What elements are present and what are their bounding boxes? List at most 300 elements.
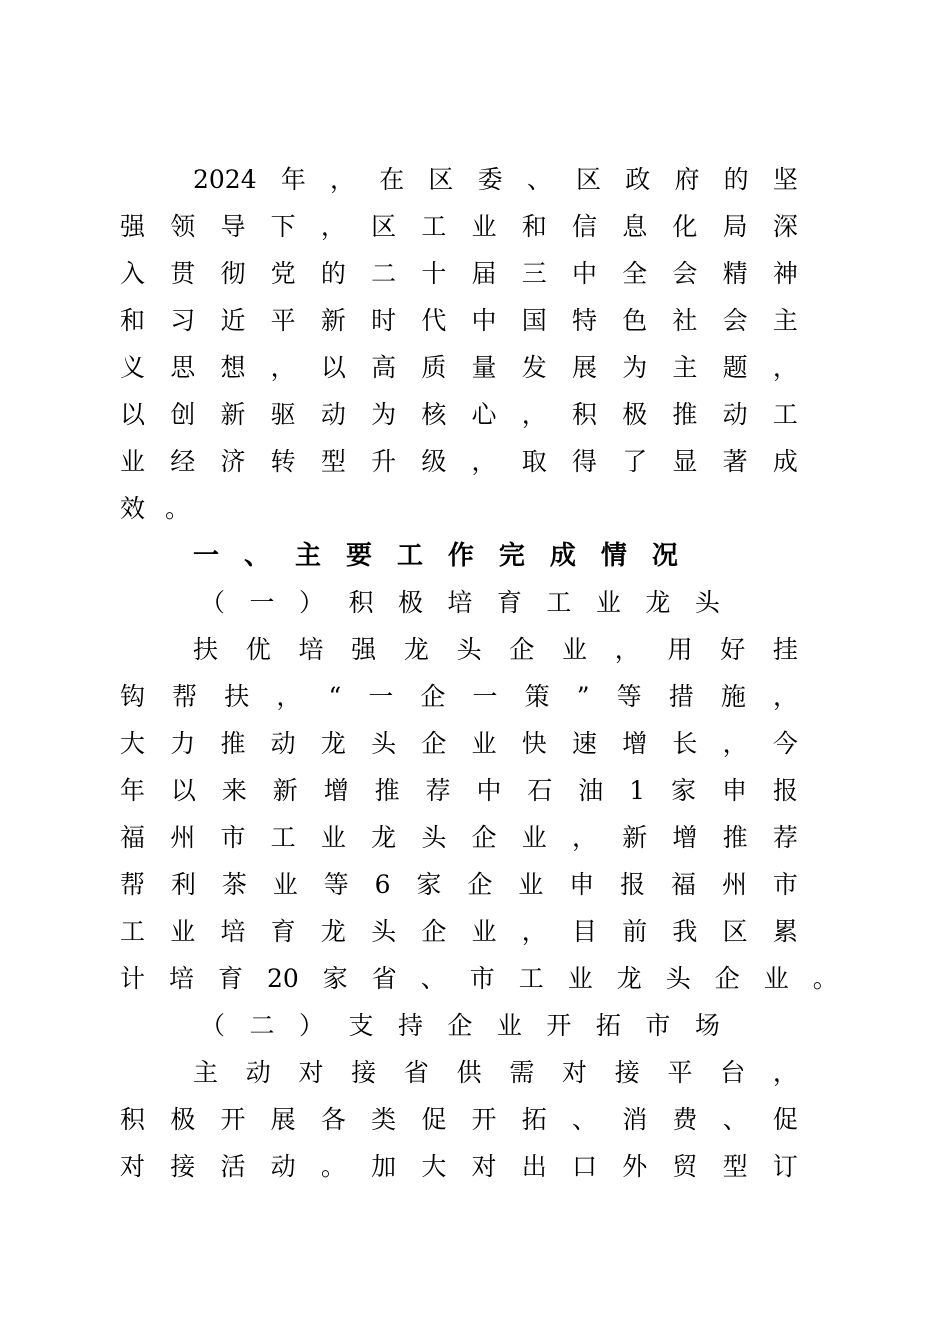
text-token: 育 <box>496 588 522 617</box>
text-token: 社 <box>672 306 698 335</box>
text-token: 升 <box>371 447 397 476</box>
text-token: 动 <box>320 400 346 429</box>
text-token: 荐 <box>425 776 451 805</box>
text-token: 订 <box>772 1152 798 1181</box>
text-token: 家 <box>416 870 442 899</box>
text-token: 完 <box>498 541 525 571</box>
body-line <box>193 1053 798 1093</box>
text-token: 开 <box>546 1011 572 1040</box>
text-token: 义 <box>120 353 146 382</box>
text-token: 企 <box>421 729 447 758</box>
text-token: ， <box>521 400 547 429</box>
body-line <box>120 254 798 294</box>
text-token: 油 <box>578 776 604 805</box>
text-token: 支 <box>348 1011 374 1040</box>
text-token: ， <box>722 729 748 758</box>
text-token: 培 <box>220 917 246 946</box>
text-token: 一 <box>472 682 498 711</box>
text-token: 持 <box>397 1011 423 1040</box>
text-token: 工 <box>120 917 146 946</box>
text-token: 量 <box>471 353 497 382</box>
text-token: 扶 <box>224 682 250 711</box>
text-token: 推 <box>374 776 400 805</box>
text-token: 深 <box>772 212 798 241</box>
text-token: 府 <box>674 165 700 194</box>
text-token: 、 <box>420 964 446 993</box>
text-token: 平 <box>667 1058 693 1087</box>
text-token: ， <box>471 447 497 476</box>
text-token: 措 <box>668 682 694 711</box>
text-token: 质 <box>421 353 447 382</box>
text-token: 来 <box>221 776 247 805</box>
text-token: 近 <box>220 306 246 335</box>
text-token: 消 <box>622 1105 648 1134</box>
text-token: 今 <box>772 729 798 758</box>
text-token: 著 <box>722 447 748 476</box>
text-token: 龙 <box>645 588 671 617</box>
text-token: ， <box>521 917 547 946</box>
text-token: 神 <box>772 259 798 288</box>
text-token: 策 <box>524 682 550 711</box>
text-token: 福 <box>120 823 146 852</box>
text-token: 区 <box>371 212 397 241</box>
text-token: 龙 <box>616 964 642 993</box>
subsection-heading <box>200 583 720 623</box>
text-token: 头 <box>421 823 447 852</box>
body-line <box>120 489 190 529</box>
text-token: 场 <box>694 1011 720 1040</box>
text-token: 类 <box>371 1105 397 1134</box>
text-token: 对 <box>562 1058 588 1087</box>
text-token: 省 <box>403 1058 429 1087</box>
text-token: 济 <box>220 447 246 476</box>
text-token: 动 <box>722 400 748 429</box>
text-token: 市 <box>220 823 246 852</box>
text-token: 对 <box>120 1152 146 1181</box>
text-token: 十 <box>421 259 447 288</box>
text-token: 企 <box>509 635 535 664</box>
text-token: 促 <box>772 1105 798 1134</box>
text-token: 速 <box>571 729 597 758</box>
text-token: 头 <box>665 964 691 993</box>
text-token: ” <box>576 682 590 711</box>
text-token: 接 <box>170 1152 196 1181</box>
text-token: 育 <box>270 917 296 946</box>
text-token: 业 <box>518 870 544 899</box>
text-token: 接 <box>351 1058 377 1087</box>
text-token: 市 <box>772 870 798 899</box>
text-token: 工 <box>518 964 544 993</box>
text-token: 台 <box>720 1058 746 1087</box>
text-token: 型 <box>722 1152 748 1181</box>
text-token: 大 <box>120 729 146 758</box>
text-token: 得 <box>571 447 597 476</box>
text-token: 需 <box>509 1058 535 1087</box>
text-token: 、 <box>571 1105 597 1134</box>
text-token: 等 <box>323 870 349 899</box>
section-heading <box>193 536 678 576</box>
text-token: 业 <box>763 964 789 993</box>
text-token: 活 <box>220 1152 246 1181</box>
text-token: 业 <box>471 729 497 758</box>
text-token: 。 <box>320 1152 346 1181</box>
text-token: 区 <box>576 165 602 194</box>
text-token: 6 <box>374 870 391 899</box>
text-token: 业 <box>521 823 547 852</box>
text-token: 导 <box>220 212 246 241</box>
text-token: 显 <box>672 447 698 476</box>
text-token: 工 <box>421 212 447 241</box>
text-token: 为 <box>622 353 648 382</box>
text-token: 培 <box>447 588 473 617</box>
text-token: 推 <box>722 823 748 852</box>
body-line <box>193 630 798 670</box>
text-token: 市 <box>469 964 495 993</box>
text-token: 代 <box>421 306 447 335</box>
text-token: 极 <box>170 1105 196 1134</box>
text-token: 头 <box>371 729 397 758</box>
text-token: 龙 <box>403 635 429 664</box>
text-token: 息 <box>622 212 648 241</box>
text-token: 会 <box>722 306 748 335</box>
text-token: 主 <box>294 541 321 571</box>
text-token: 动 <box>245 1058 271 1087</box>
text-token: 积 <box>348 588 374 617</box>
text-token: 育 <box>218 964 244 993</box>
text-token: ， <box>330 165 356 194</box>
text-token: 市 <box>645 1011 671 1040</box>
text-token: 取 <box>521 447 547 476</box>
text-token: 对 <box>298 1058 324 1087</box>
text-token: 长 <box>672 729 698 758</box>
text-token: 工 <box>546 588 572 617</box>
text-token: 坚 <box>772 165 798 194</box>
text-token: ） <box>298 588 324 617</box>
text-token: 强 <box>120 212 146 241</box>
text-token: 新 <box>320 306 346 335</box>
text-token: 1 <box>629 776 646 805</box>
text-token: 中 <box>476 776 502 805</box>
text-token: 供 <box>456 1058 482 1087</box>
text-token: 贸 <box>672 1152 698 1181</box>
text-token: 计 <box>120 964 146 993</box>
text-token: ， <box>772 353 798 382</box>
text-token: 优 <box>245 635 271 664</box>
text-token: 极 <box>397 588 423 617</box>
text-token: 省 <box>371 964 397 993</box>
body-line <box>120 1100 798 1140</box>
text-token: 领 <box>170 212 196 241</box>
text-token: 工 <box>772 400 798 429</box>
text-token: 一 <box>193 541 220 571</box>
text-token: 对 <box>471 1152 497 1181</box>
text-token: 展 <box>571 353 597 382</box>
text-token: 利 <box>170 870 196 899</box>
text-token: 型 <box>320 447 346 476</box>
text-token: 申 <box>569 870 595 899</box>
body-line <box>120 442 798 482</box>
text-token: 强 <box>351 635 377 664</box>
text-token: 和 <box>521 212 547 241</box>
text-token: 想 <box>220 353 246 382</box>
text-token: 推 <box>220 729 246 758</box>
text-token: 施 <box>720 682 746 711</box>
text-token: 我 <box>672 917 698 946</box>
text-token: 帮 <box>120 870 146 899</box>
text-token: 、 <box>526 165 552 194</box>
text-token: 好 <box>720 635 746 664</box>
text-token: 报 <box>772 776 798 805</box>
text-token: 企 <box>714 964 740 993</box>
body-line <box>120 348 798 388</box>
text-token: 平 <box>270 306 296 335</box>
text-token: 前 <box>622 917 648 946</box>
text-token: ， <box>276 682 302 711</box>
text-token: 的 <box>320 259 346 288</box>
text-token: 政 <box>625 165 651 194</box>
body-line <box>120 912 798 952</box>
text-token: 区 <box>722 917 748 946</box>
text-token: 以 <box>320 353 346 382</box>
text-token: 申 <box>721 776 747 805</box>
text-token: 二 <box>249 1011 275 1040</box>
text-token: 拓 <box>521 1105 547 1134</box>
text-token: 精 <box>722 259 748 288</box>
text-token: 力 <box>170 729 196 758</box>
text-token: 龙 <box>371 823 397 852</box>
text-token: 色 <box>622 306 648 335</box>
text-token: 发 <box>521 353 547 382</box>
text-token: 20 <box>267 964 299 993</box>
text-token: 习 <box>170 306 196 335</box>
text-token: 况 <box>651 541 678 571</box>
text-token: 主 <box>672 353 698 382</box>
text-token: ） <box>298 1011 324 1040</box>
text-token: 出 <box>521 1152 547 1181</box>
text-token: 思 <box>170 353 196 382</box>
text-token: 中 <box>471 306 497 335</box>
text-token: 委 <box>477 165 503 194</box>
text-token: 业 <box>471 917 497 946</box>
text-token: 头 <box>371 917 397 946</box>
text-token: 等 <box>616 682 642 711</box>
text-token: 工 <box>270 823 296 852</box>
text-token: 积 <box>120 1105 146 1134</box>
text-token: 要 <box>345 541 372 571</box>
text-token: 主 <box>193 1058 219 1087</box>
text-token: 动 <box>270 729 296 758</box>
text-token: ， <box>320 212 346 241</box>
text-token: 企 <box>447 1011 473 1040</box>
text-token: 一 <box>249 588 275 617</box>
text-token: ， <box>772 1058 798 1087</box>
text-token: 了 <box>622 447 648 476</box>
text-token: 培 <box>298 635 324 664</box>
text-token: 成 <box>772 447 798 476</box>
text-token: 信 <box>571 212 597 241</box>
text-token: 局 <box>722 212 748 241</box>
text-token: 、 <box>243 541 270 571</box>
body-line <box>120 771 798 811</box>
text-token: 积 <box>571 400 597 429</box>
text-token: 的 <box>723 165 749 194</box>
text-token: 以 <box>120 400 146 429</box>
text-token: 目 <box>571 917 597 946</box>
text-token: 作 <box>447 541 474 571</box>
text-token: 展 <box>270 1105 296 1134</box>
text-token: 业 <box>567 964 593 993</box>
text-token: 情 <box>600 541 627 571</box>
text-token: 龙 <box>320 917 346 946</box>
text-token: 年 <box>120 776 146 805</box>
text-token: 工 <box>396 541 423 571</box>
body-line <box>120 207 798 247</box>
text-token: 国 <box>521 306 547 335</box>
text-token: 核 <box>421 400 447 429</box>
text-token: 业 <box>120 447 146 476</box>
text-token: 企 <box>420 682 446 711</box>
body-line <box>120 959 838 999</box>
text-token: 业 <box>272 870 298 899</box>
text-token: 龙 <box>320 729 346 758</box>
text-token: 增 <box>323 776 349 805</box>
text-token: 在 <box>379 165 405 194</box>
text-token: 州 <box>170 823 196 852</box>
text-token: 企 <box>467 870 493 899</box>
text-token: 头 <box>694 588 720 617</box>
text-token: 区 <box>428 165 454 194</box>
text-token: 荐 <box>772 823 798 852</box>
text-token: 业 <box>496 1011 522 1040</box>
body-line <box>120 1147 798 1187</box>
text-token: 新 <box>622 823 648 852</box>
subsection-heading <box>200 1006 720 1046</box>
text-token: 推 <box>672 400 698 429</box>
text-token: 新 <box>272 776 298 805</box>
text-token: 驱 <box>270 400 296 429</box>
body-line <box>120 818 798 858</box>
text-token: 动 <box>270 1152 296 1181</box>
text-token: （ <box>200 588 226 617</box>
text-token: 中 <box>571 259 597 288</box>
text-token: 大 <box>421 1152 447 1181</box>
body-line <box>120 677 798 717</box>
text-token: 业 <box>471 212 497 241</box>
text-token: 和 <box>120 306 146 335</box>
text-token: 贯 <box>170 259 196 288</box>
text-token: ， <box>614 635 640 664</box>
text-token: 效 <box>120 494 146 523</box>
text-token: 2024 <box>193 165 257 194</box>
text-token: 特 <box>571 306 597 335</box>
text-token: 业 <box>320 823 346 852</box>
text-token: 接 <box>614 1058 640 1087</box>
text-token: 化 <box>672 212 698 241</box>
text-token: 彻 <box>220 259 246 288</box>
text-token: 三 <box>521 259 547 288</box>
text-token: （ <box>200 1011 226 1040</box>
text-token: 心 <box>471 400 497 429</box>
text-token: 新 <box>220 400 246 429</box>
text-token: 扶 <box>193 635 219 664</box>
text-token: 下 <box>270 212 296 241</box>
text-token: 入 <box>120 259 146 288</box>
text-token: 茶 <box>221 870 247 899</box>
text-token: 年 <box>280 165 306 194</box>
text-token: 业 <box>562 635 588 664</box>
text-token: 、 <box>722 1105 748 1134</box>
text-token: ， <box>270 353 296 382</box>
text-token: 家 <box>322 964 348 993</box>
text-token: 二 <box>371 259 397 288</box>
text-token: 福 <box>671 870 697 899</box>
text-token: 开 <box>220 1105 246 1134</box>
text-token: 企 <box>471 823 497 852</box>
text-token: 快 <box>521 729 547 758</box>
text-token: 经 <box>170 447 196 476</box>
text-token: 口 <box>571 1152 597 1181</box>
text-token: 石 <box>527 776 553 805</box>
text-token: 加 <box>371 1152 397 1181</box>
text-token: 报 <box>620 870 646 899</box>
text-token: 题 <box>722 353 748 382</box>
text-token: 开 <box>471 1105 497 1134</box>
text-token: 。 <box>164 494 190 523</box>
text-token: 累 <box>772 917 798 946</box>
text-token: 全 <box>622 259 648 288</box>
text-token: 党 <box>270 259 296 288</box>
text-token: 钩 <box>120 682 146 711</box>
text-token: 业 <box>595 588 621 617</box>
text-token: “ <box>328 682 342 711</box>
text-token: 州 <box>721 870 747 899</box>
text-token: 时 <box>371 306 397 335</box>
text-token: 培 <box>169 964 195 993</box>
text-token: 成 <box>549 541 576 571</box>
text-token: 促 <box>421 1105 447 1134</box>
text-token: 用 <box>667 635 693 664</box>
text-token: 增 <box>622 729 648 758</box>
text-token: 费 <box>672 1105 698 1134</box>
text-token: 级 <box>421 447 447 476</box>
text-token: 创 <box>170 400 196 429</box>
body-line <box>120 301 798 341</box>
text-token: 业 <box>170 917 196 946</box>
text-token: 外 <box>622 1152 648 1181</box>
text-token: 企 <box>421 917 447 946</box>
text-token: 高 <box>371 353 397 382</box>
text-token: 转 <box>270 447 296 476</box>
body-line <box>120 395 798 435</box>
text-token: 为 <box>371 400 397 429</box>
text-token: 以 <box>170 776 196 805</box>
text-token: 各 <box>320 1105 346 1134</box>
text-token: 拓 <box>595 1011 621 1040</box>
text-token: 帮 <box>172 682 198 711</box>
text-token: 增 <box>672 823 698 852</box>
text-token: 极 <box>622 400 648 429</box>
text-token: 家 <box>671 776 697 805</box>
text-token: 头 <box>456 635 482 664</box>
text-token: 挂 <box>772 635 798 664</box>
body-line <box>193 160 798 200</box>
body-line <box>120 724 798 764</box>
text-token: ， <box>571 823 597 852</box>
text-token: 主 <box>772 306 798 335</box>
body-line <box>120 865 798 905</box>
text-token: 届 <box>471 259 497 288</box>
text-token: 会 <box>672 259 698 288</box>
